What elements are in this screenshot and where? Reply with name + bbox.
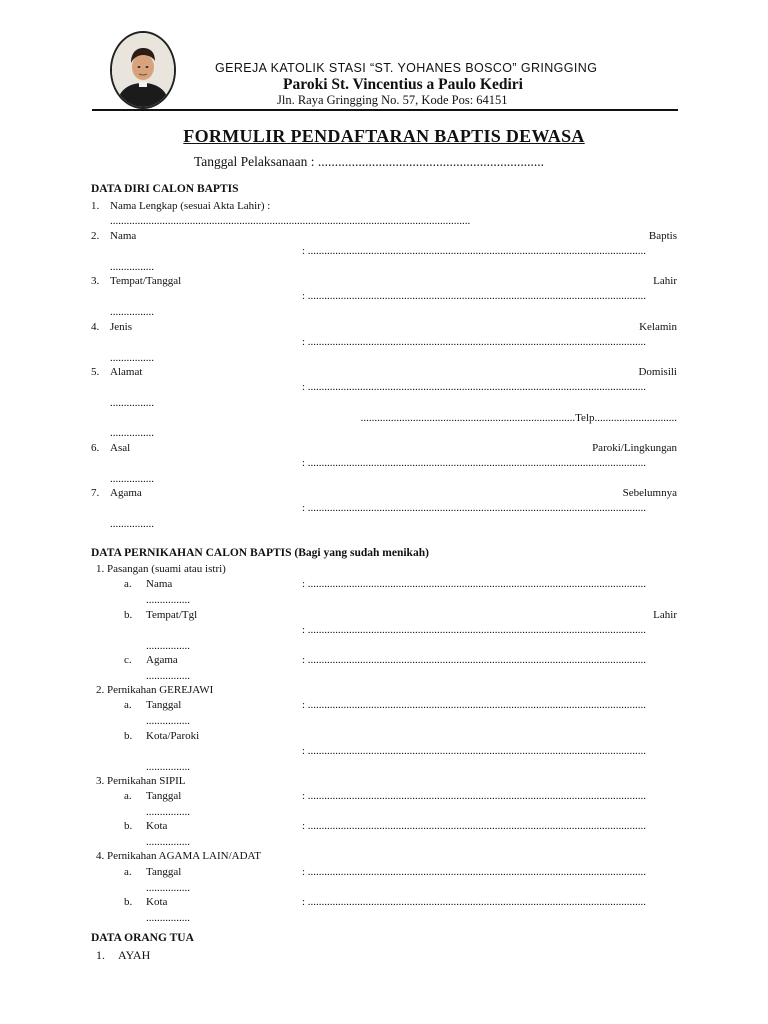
parish-origin-label-right: Paroki/Lingkungan <box>592 442 677 454</box>
birth-label: Tempat/Tanggal <box>110 275 182 287</box>
gender-field[interactable]: : ........................................................................................................................... <box>302 336 647 348</box>
parish-origin-label: Asal <box>110 442 131 454</box>
church-address: Jln. Raya Gringging No. 57, Kode Pos: 64151 <box>277 93 508 107</box>
address-label-right: Domisili <box>638 366 677 378</box>
address-field[interactable]: : ........................................................................................................................... <box>302 381 647 393</box>
baptism-name-field[interactable]: : ........................................................................................................................... <box>302 245 647 257</box>
address-label: Alamat <box>110 366 143 378</box>
spouse-name-field-cont[interactable]: ................ <box>146 594 190 606</box>
other-marriage-city-label: Kota <box>146 896 168 908</box>
spouse-religion-field[interactable]: : ........................................................................................................................... <box>302 654 647 666</box>
section-heading-marriage: DATA PERNIKAHAN CALON BAPTIS (Bagi yang sudah menikah) <box>91 547 429 559</box>
civil-marriage-city-label: Kota <box>146 820 168 832</box>
field-number: 4. <box>91 321 100 333</box>
field-number: 3. <box>91 275 100 287</box>
baptism-name-label: Nama <box>110 230 137 242</box>
item-letter: b. <box>124 609 133 621</box>
church-marriage-city-field[interactable]: : ........................................................................................................................... <box>302 745 647 757</box>
form-title: FORMULIR PENDAFTARAN BAPTIS DEWASA <box>183 126 585 146</box>
other-marriage-date-field-cont[interactable]: ................ <box>146 882 190 894</box>
gender-label-right: Kelamin <box>639 321 677 333</box>
spouse-birth-label-right: Lahir <box>653 609 677 621</box>
birth-label-right: Lahir <box>653 275 677 287</box>
spouse-name-field[interactable]: : ........................................................................................................................... <box>302 578 647 590</box>
field-number: 7. <box>91 487 100 499</box>
civil-marriage-date-field[interactable]: : ........................................................................................................................... <box>302 790 647 802</box>
parish-name: Paroki St. Vincentius a Paulo Kediri <box>283 76 523 93</box>
item-letter: b. <box>124 896 133 908</box>
spouse-birth-field[interactable]: : ........................................................................................................................... <box>302 624 647 636</box>
priest-portrait-icon <box>112 33 174 107</box>
prev-religion-label-right: Sebelumnya <box>622 487 677 499</box>
parish-origin-field-cont[interactable]: ................ <box>110 473 154 485</box>
other-marriage-group-label: 4. Pernikahan AGAMA LAIN/ADAT <box>96 850 261 862</box>
spouse-religion-field-cont[interactable]: ................ <box>146 670 190 682</box>
baptism-name-field-cont[interactable]: ................ <box>110 261 154 273</box>
item-letter: a. <box>124 866 132 878</box>
church-marriage-date-label: Tanggal <box>146 699 182 711</box>
section-heading-parents: DATA ORANG TUA <box>91 932 194 944</box>
baptism-name-label-right: Baptis <box>648 230 677 242</box>
civil-marriage-date-field-cont[interactable]: ................ <box>146 806 190 818</box>
full-name-field[interactable]: ................................................................................................................................... <box>110 215 471 227</box>
prev-religion-label: Agama <box>110 487 142 499</box>
gender-label: Jenis <box>110 321 132 333</box>
church-name: GEREJA KATOLIK STASI “ST. YOHANES BOSCO” GRINGGING <box>215 61 598 75</box>
birth-field-cont[interactable]: ................ <box>110 306 154 318</box>
field-number: 6. <box>91 442 100 454</box>
prev-religion-field[interactable]: : ........................................................................................................................... <box>302 502 647 514</box>
portrait-logo <box>110 31 176 109</box>
spouse-group-label: 1. Pasangan (suami atau istri) <box>96 563 226 575</box>
item-letter: a. <box>124 578 132 590</box>
full-name-label: Nama Lengkap (sesuai Akta Lahir) : <box>110 200 271 212</box>
field-number: 1. <box>96 948 105 962</box>
civil-marriage-date-label: Tanggal <box>146 790 182 802</box>
field-number: 5. <box>91 366 100 378</box>
church-marriage-date-field[interactable]: : ........................................................................................................................... <box>302 699 647 711</box>
other-marriage-date-label: Tanggal <box>146 866 182 878</box>
item-letter: b. <box>124 820 133 832</box>
item-letter: a. <box>124 790 132 802</box>
church-marriage-group-label: 2. Pernikahan GEREJAWI <box>96 684 214 696</box>
civil-marriage-city-field-cont[interactable]: ................ <box>146 836 190 848</box>
father-label: AYAH <box>118 948 151 962</box>
gender-field-cont[interactable]: ................ <box>110 352 154 364</box>
spouse-birth-label: Tempat/Tgl <box>146 609 198 621</box>
other-marriage-date-field[interactable]: : ........................................................................................................................... <box>302 866 647 878</box>
church-marriage-date-field-cont[interactable]: ................ <box>146 715 190 727</box>
field-number: 1. <box>91 200 100 212</box>
other-marriage-city-field-cont[interactable]: ................ <box>146 912 190 924</box>
field-number: 2. <box>91 230 100 242</box>
spouse-religion-label: Agama <box>146 654 178 666</box>
item-letter: a. <box>124 699 132 711</box>
civil-marriage-city-field[interactable]: : ........................................................................................................................... <box>302 820 647 832</box>
parish-origin-field[interactable]: : ........................................................................................................................... <box>302 457 647 469</box>
spouse-name-label: Nama <box>146 578 173 590</box>
date-field[interactable]: Tanggal Pelaksanaan : ................................................................... <box>194 154 545 169</box>
section-heading-personal: DATA DIRI CALON BAPTIS <box>91 183 239 195</box>
phone-field-cont[interactable]: ................ <box>110 427 154 439</box>
church-marriage-city-label: Kota/Paroki <box>146 730 200 742</box>
prev-religion-field-cont[interactable]: ................ <box>110 518 154 530</box>
item-letter: b. <box>124 730 133 742</box>
spouse-birth-field-cont[interactable]: ................ <box>146 640 190 652</box>
item-letter: c. <box>124 654 132 666</box>
other-marriage-city-field[interactable]: : ........................................................................................................................... <box>302 896 647 908</box>
church-marriage-city-field-cont[interactable]: ................ <box>146 761 190 773</box>
birth-field[interactable]: : ........................................................................................................................... <box>302 290 647 302</box>
header-divider <box>92 109 678 111</box>
address-field-cont[interactable]: ................ <box>110 397 154 409</box>
civil-marriage-group-label: 3. Pernikahan SIPIL <box>96 775 186 787</box>
phone-field[interactable]: ..............................................................................Telp.............................. <box>360 412 677 424</box>
